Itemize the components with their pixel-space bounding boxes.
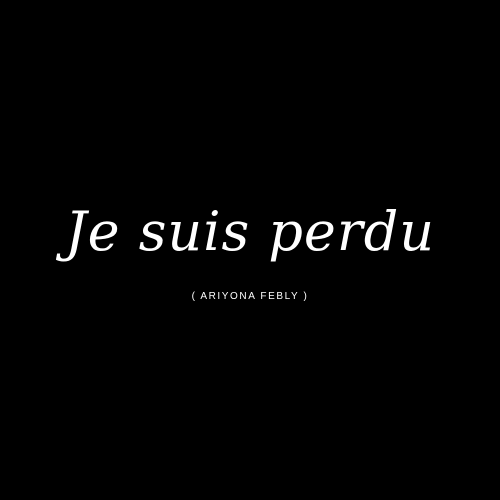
cover-title: Je suis perdu [64, 200, 436, 263]
cover-subtitle: ( ARIYONA FEBLY ) [191, 291, 309, 302]
